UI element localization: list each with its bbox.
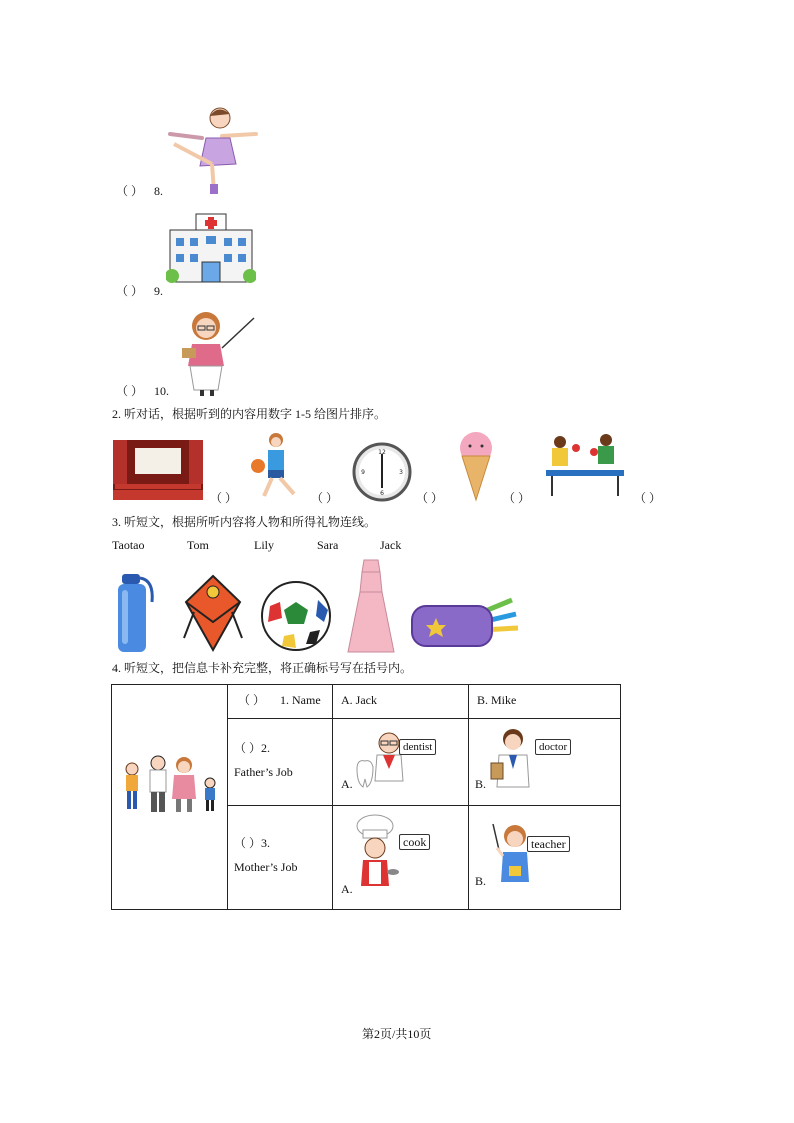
pencil-case-picture [408, 594, 520, 654]
cook-picture [353, 814, 399, 892]
teacher-picture [178, 304, 258, 396]
item-8-paren: （ ） [116, 184, 144, 198]
order-paren-5: （ ） [634, 491, 662, 505]
name-sara: Sara [317, 538, 339, 552]
row2-question-cell [228, 719, 333, 806]
ping-pong-picture [542, 432, 628, 498]
row1-label: 1. Name [280, 693, 321, 707]
item-9-paren: （ ） [116, 284, 144, 298]
name-tom: Tom [187, 538, 209, 552]
basketball-boy-picture [244, 432, 304, 502]
cinema-picture [113, 440, 203, 500]
clock-picture [352, 442, 412, 502]
row1-option-b: B. Mike [477, 693, 517, 707]
row3-label: Mother’s Job [234, 860, 298, 874]
item-8-number: 8. [154, 184, 163, 198]
part3-title: 3. 听短文，根据所听内容将人物和所得礼物连线。 [112, 515, 377, 529]
row1-option-b-cell [469, 685, 621, 719]
female-teacher-picture [489, 822, 535, 886]
row3-question-cell [228, 806, 333, 910]
dress-picture [346, 558, 396, 654]
soccer-ball-picture [258, 580, 334, 652]
svg-text:3: 3 [399, 469, 403, 476]
page-number: 第2页/共10页 [362, 1027, 432, 1041]
row3-paren: （ ）3. [234, 836, 271, 850]
svg-text:6: 6 [380, 490, 384, 497]
family-picture [118, 753, 222, 815]
row2-paren: （ ）2. [234, 741, 271, 755]
row2-option-b: B. [475, 777, 487, 791]
order-paren-3: （ ） [416, 491, 444, 505]
order-paren-1: （ ） [210, 491, 238, 505]
hospital-picture [166, 212, 256, 284]
row1-option-a-cell [333, 685, 469, 719]
kite-picture [180, 572, 246, 654]
row2-label: Father’s Job [234, 765, 293, 779]
row1-question-cell [228, 685, 333, 719]
row1-paren: （ ） [238, 693, 266, 707]
teacher-tag: teacher [527, 836, 570, 852]
item-9-number: 9. [154, 284, 163, 298]
row2-option-b-cell [469, 719, 621, 806]
svg-text:12: 12 [378, 449, 386, 456]
part2-title: 2. 听对话，根据听到的内容用数字 1-5 给图片排序。 [112, 407, 386, 421]
row3-option-a-cell [333, 806, 469, 910]
item-10-paren: （ ） [116, 384, 144, 398]
name-taotao: Taotao [112, 538, 145, 552]
part4-title: 4. 听短文，把信息卡补充完整，将正确标号写在括号内。 [112, 661, 413, 675]
ballerina-picture [166, 104, 258, 196]
svg-text:9: 9 [361, 469, 365, 476]
order-paren-2: （ ） [311, 491, 339, 505]
doctor-picture [487, 725, 537, 791]
cook-tag: cook [399, 834, 430, 850]
water-bottle-picture [114, 572, 158, 654]
name-jack: Jack [380, 538, 402, 552]
item-10-number: 10. [154, 384, 169, 398]
doctor-tag: doctor [535, 739, 571, 755]
row3-option-a: A. [341, 882, 353, 896]
name-lily: Lily [254, 538, 274, 552]
row3-option-b: B. [475, 874, 487, 888]
dentist-tag: dentist [399, 739, 436, 755]
row3-option-b-cell [469, 806, 621, 910]
row1-option-a: A. Jack [341, 693, 377, 707]
row2-option-a-cell [333, 719, 469, 806]
family-cell [112, 685, 228, 910]
ice-cream-picture [456, 432, 496, 502]
order-paren-4: （ ） [503, 491, 531, 505]
row2-option-a: A. [341, 777, 353, 791]
info-card-table [111, 684, 621, 910]
